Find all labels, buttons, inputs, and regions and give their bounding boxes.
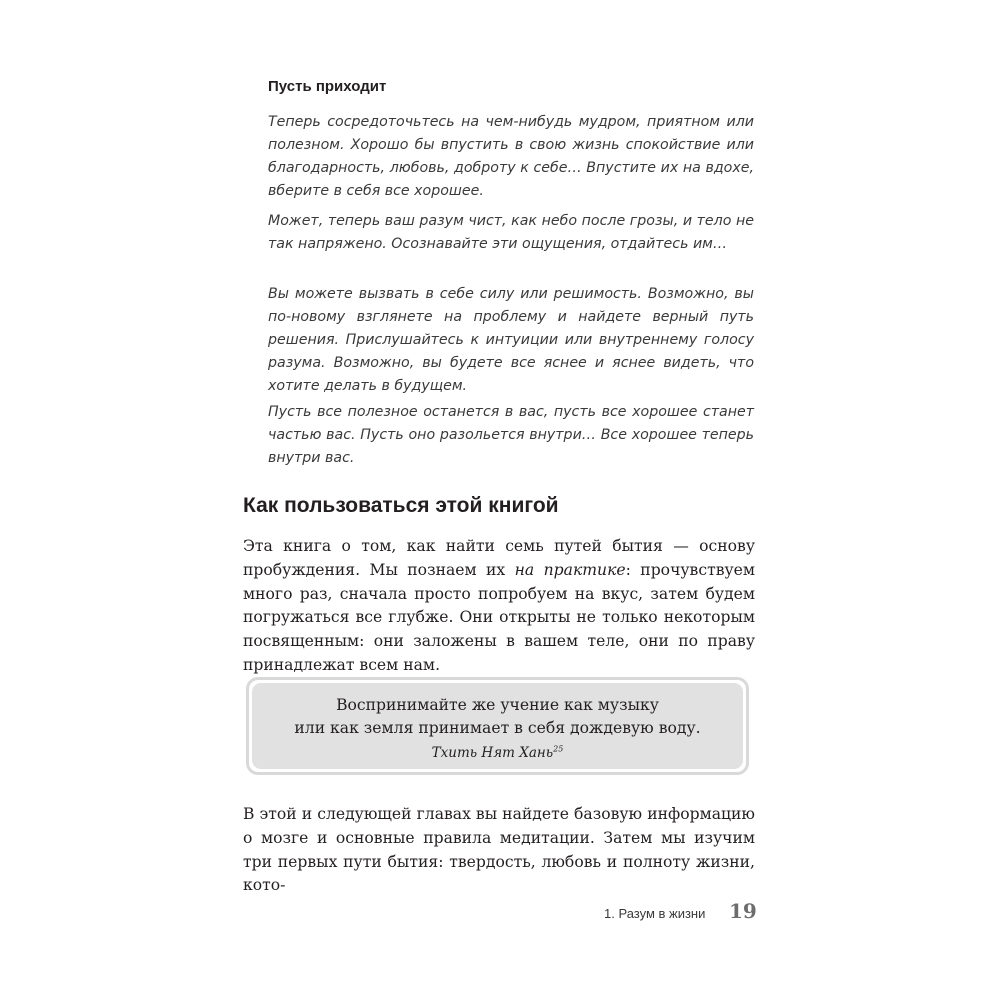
epigraph-author <box>252 743 743 763</box>
section-heading: Пусть приходит <box>268 78 387 95</box>
page-number: 19 <box>729 899 757 923</box>
epigraph-line-1: Воспринимайте же учение как музыку <box>336 696 659 714</box>
epigraph-panel <box>252 683 743 769</box>
chapter-heading: Как пользоваться этой книгой <box>243 494 559 517</box>
next-paragraph: В этой и следующей главах вы найдете базовую информацию о мозге и основные правила медитации. Затем мы изучим три первых пути бытия: твердость, любовь и полноту жизни, кото- <box>243 805 755 895</box>
meditation-paragraph-1: Теперь сосредоточьтесь на чем-нибудь мудром, приятном или полезном. Хорошо бы впустить в свою жизнь спокойствие или благодарность, любовь, доброту к себе… Впустите их на вдохе, вберите в себя все хорошее. <box>268 114 754 199</box>
epigraph-author-name: Тхить Нят Хань <box>431 745 554 761</box>
running-footer-chapter: 1. Разум в жизни <box>604 906 706 921</box>
epigraph-line-2: или как земля принимает в себя дождевую воду. <box>294 719 701 737</box>
footnote-marker: 25 <box>553 744 564 754</box>
intro-emphasis: на практике <box>514 560 626 579</box>
meditation-paragraph-4: Пусть все полезное останется в вас, пусть все хорошее станет частью вас. Пусть оно разольется внутри… Все хорошее теперь внутри вас. <box>268 404 754 466</box>
meditation-paragraph-3: Вы можете вызвать в себе силу или решимость. Возможно, вы по-новому взглянете на проблему и найдете верный путь решения. Прислушайтесь к интуиции или внутреннему голосу разума. Возможно, вы будете все яснее и яснее видеть, что хотите делать в будущем. <box>268 286 754 394</box>
intro-text-start: Эта книга о том, как найти семь путей бытия — основу пробуждения. Мы познаем их <box>243 537 755 579</box>
meditation-paragraph-2: Может, теперь ваш разум чист, как небо после грозы, и тело не так напряжено. Осознавайте эти ощущения, отдайтесь им… <box>268 213 754 252</box>
intro-paragraph <box>243 535 755 678</box>
epigraph-box <box>246 677 749 775</box>
intro-text-end: : прочувствуем много раз, сначала просто попробуем на вкус, затем будем погружаться все глубже. Они открыты не только некоторым посвященным: они заложены в вашем теле, они по праву принадлежат всем нам. <box>243 560 756 674</box>
